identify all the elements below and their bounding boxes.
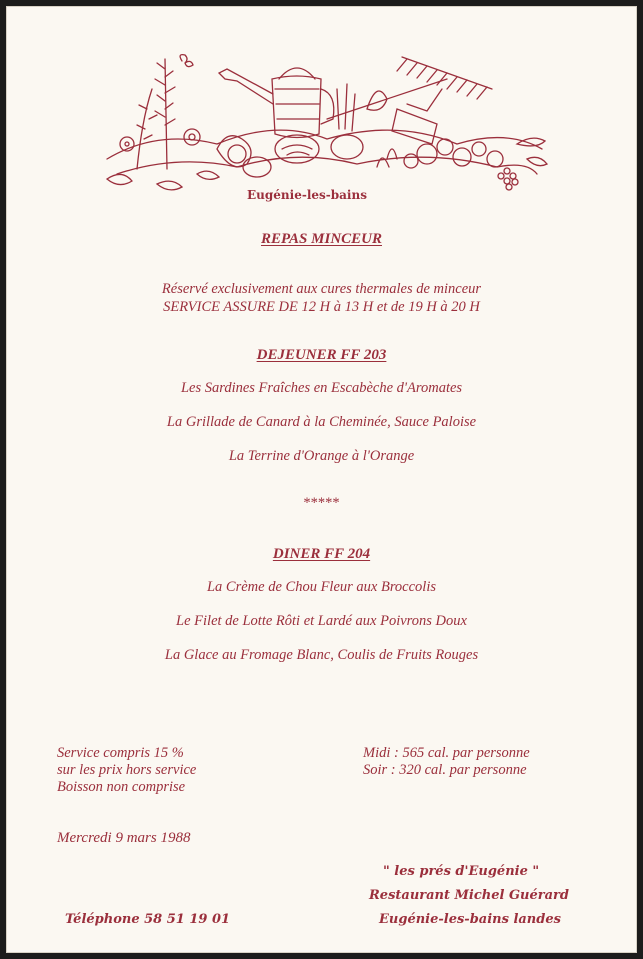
lunch-item: La Terrine d'Orange à l'Orange — [228, 448, 415, 464]
calorie-line: Soir : 320 cal. par personne — [363, 762, 527, 778]
telephone: Téléphone 58 51 19 01 — [65, 912, 231, 927]
dinner-heading: DINER FF 204 — [272, 546, 371, 562]
restaurant-address: Eugénie-les-bains landes — [379, 912, 561, 927]
restaurant-line: Restaurant Michel Guérard — [369, 888, 569, 903]
service-line: sur les prix hors service — [57, 762, 197, 778]
menu-date: Mercredi 9 mars 1988 — [57, 830, 191, 846]
service-line: Boisson non comprise — [57, 779, 186, 795]
service-line: Service compris 15 % — [57, 745, 184, 761]
lunch-heading: DEJEUNER FF 203 — [256, 347, 387, 363]
dinner-item: La Glace au Fromage Blanc, Coulis de Fruits Rouges — [164, 647, 479, 663]
course-separator: ***** — [303, 495, 340, 511]
dinner-item: Le Filet de Lotte Rôti et Lardé aux Poivrons Doux — [176, 613, 467, 629]
menu-card — [6, 6, 637, 953]
service-info — [57, 745, 317, 796]
restaurant-name: " les prés d'Eugénie " — [383, 864, 540, 879]
place-caption: Eugénie-les-bains — [247, 188, 367, 202]
calorie-info — [363, 745, 623, 779]
service-hours: SERVICE ASSURE DE 12 H à 13 H et de 19 H à 20 H — [163, 299, 480, 315]
garden-illustration — [97, 49, 549, 209]
reservation-note: Réservé exclusivement aux cures thermales de minceur — [161, 281, 482, 297]
lunch-item: Les Sardines Fraîches en Escabèche d'Aromates — [180, 380, 463, 396]
calorie-line: Midi : 565 cal. par personne — [363, 745, 530, 761]
menu-title: REPAS MINCEUR — [260, 231, 382, 247]
lunch-item: La Grillade de Canard à la Cheminée, Sauce Paloise — [166, 414, 477, 430]
dinner-item: La Crème de Chou Fleur aux Broccolis — [206, 579, 436, 595]
